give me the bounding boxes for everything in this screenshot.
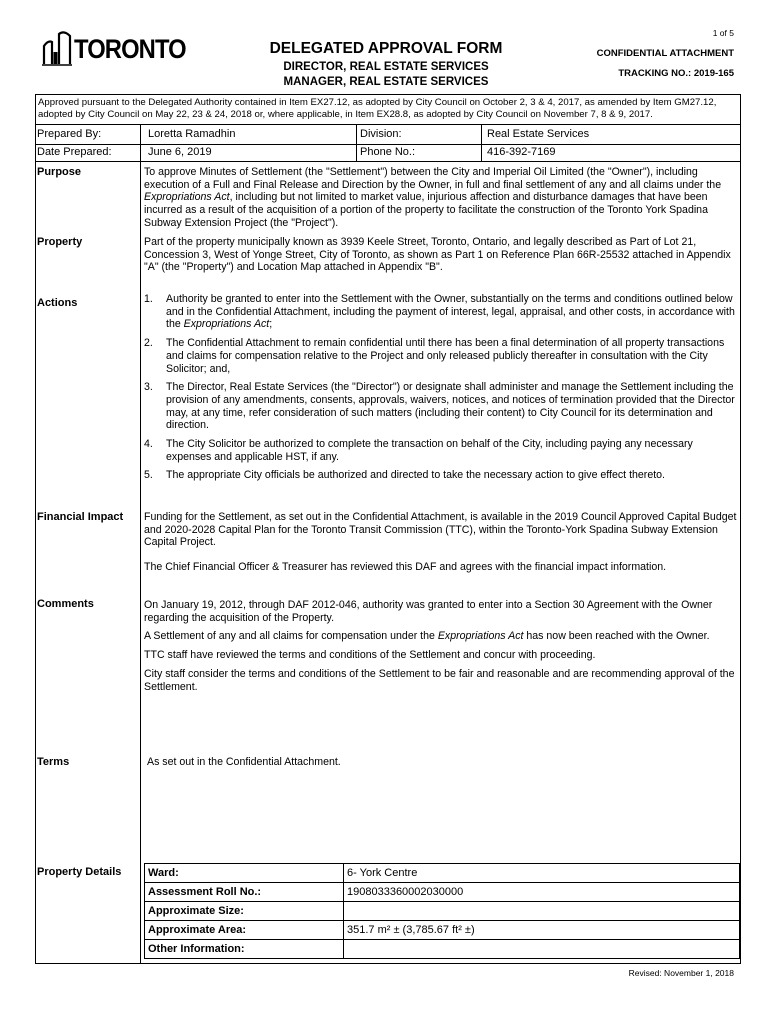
division-label: Division: <box>360 128 402 140</box>
comments-text-part: A Settlement of any and all claims for compensation under the <box>144 630 438 643</box>
action-number: 3. <box>144 381 153 394</box>
actions-label: Actions <box>37 297 78 309</box>
action-italic: Expropriations Act <box>183 318 270 331</box>
property-label: Property <box>37 236 83 248</box>
financial-paragraph: Funding for the Settlement, as set out in the Confidential Attachment, is available in the 2019 Council Approved Capital Budget and 2020-2028 Capital Plan for the Toronto Transit Commission (TTC), within the Toronto-York Spadina Subway Extension Capital Project. <box>144 511 737 549</box>
comments-italic: Expropriations Act <box>437 630 524 643</box>
action-number: 5. <box>144 469 153 482</box>
column-divider <box>481 124 482 161</box>
division-value: Real Estate Services <box>487 128 590 140</box>
table-row <box>145 883 740 902</box>
action-number: 1. <box>144 293 153 305</box>
comments-text <box>144 599 740 699</box>
actions-list <box>144 293 740 488</box>
action-item <box>144 381 740 432</box>
comments-paragraph: TTC staff have reviewed the terms and conditions of the Settlement and concur with proceeding. <box>144 649 596 662</box>
column-divider <box>356 124 357 161</box>
phone-label: Phone No.: <box>360 146 416 158</box>
comments-paragraph <box>144 630 740 643</box>
financial-paragraph: The Chief Financial Officer & Treasurer has reviewed this DAF and agrees with the financial impact information. <box>144 561 667 574</box>
table-key: Assessment Roll No.: <box>145 883 344 902</box>
property-details-label: Property Details <box>37 866 122 878</box>
comments-paragraph: City staff consider the terms and conditions of the Settlement to be fair and reasonable and are recommending approval of the Settlement. <box>144 667 735 693</box>
table-row <box>145 921 740 940</box>
table-row <box>145 902 740 921</box>
action-text: The City Solicitor be authorized to complete the transaction on behalf of the City, including paying any necessary expenses and applicable HST, if any. <box>166 438 693 463</box>
approved-authority-text: Approved pursuant to the Delegated Authority contained in Item EX27.12, as adopted by City Council on October 2, 3 & 4, 2017, as amended by Item GM27.12, adopted by City Council on May 22, 23 & 24, 2018 or, where applicable, in Item EX28.8, as adopted by City Council on November 7, 8 & 9, 2017. <box>38 97 717 120</box>
property-details-table <box>144 863 740 959</box>
purpose-text-part: , including but not limited to market value, injurious affection and disturbance damages that have been incurred as a result of the acquisition of a portion of the property to facilitate the construction of the Toronto York Spadina Subway Extension Project (the "Project"). <box>144 191 708 229</box>
table-key: Ward: <box>145 864 344 883</box>
logo-wordmark: TORONTO <box>74 34 186 64</box>
action-number: 4. <box>144 438 153 451</box>
date-label: Date Prepared: <box>37 146 112 158</box>
action-text: The appropriate City officials be authorized and directed to take the necessary action to give effect thereto. <box>166 469 665 482</box>
table-row <box>145 864 740 883</box>
form-subtitle <box>232 60 540 90</box>
prepared-by-label: Prepared By: <box>37 128 102 140</box>
subtitle-line-2: MANAGER, REAL ESTATE SERVICES <box>283 76 489 88</box>
comments-paragraph: On January 19, 2012, through DAF 2012-046, authority was granted to enter into a Section 30 Agreement with the Owner regarding the acquisition of the Property. <box>144 599 713 624</box>
table-value: 351.7 m² ± (3,785.67 ft² ±) <box>344 921 740 940</box>
purpose-italic: Expropriations Act <box>144 191 230 204</box>
column-divider <box>140 124 141 964</box>
purpose-text <box>144 166 740 230</box>
action-item <box>144 438 740 463</box>
table-value <box>344 940 740 959</box>
toronto-logo <box>42 28 186 70</box>
prepared-by-value: Loretta Ramadhin <box>148 128 236 140</box>
purpose-text-part: To approve Minutes of Settlement (the "Settlement") between the City and Imperial Oil Limited (the "Owner"), including execution of a Full and Final Release and Direction by the Owner, in full and final settlement of any and all claims under the <box>144 166 722 191</box>
action-text: The Confidential Attachment to remain confidential until there has been a final determination of all property transactions and claims for compensation relative to the Project and only released publicly thereafter in consultation with the City Solicitor; and, <box>166 337 725 375</box>
table-key: Approximate Size: <box>145 902 344 921</box>
table-value: 1908033360002030000 <box>344 883 740 902</box>
terms-label: Terms <box>37 756 70 768</box>
terms-text: As set out in the Confidential Attachment. <box>147 756 341 768</box>
table-key: Other Information: <box>145 940 344 959</box>
action-text: Authority be granted to enter into the Settlement with the Owner, substantially on the terms and conditions outlined below and in the Confidential Attachment, including the payment of interest, legal, appraisal, and other costs, in accordance with the <box>166 293 735 331</box>
phone-value: 416-392-7169 <box>487 146 556 158</box>
table-value <box>344 902 740 921</box>
financial-impact-label: Financial Impact <box>37 511 124 523</box>
action-text: ; <box>269 318 273 331</box>
table-row <box>145 940 740 959</box>
action-item <box>144 469 740 482</box>
financial-impact-text <box>144 511 740 580</box>
revised-date: Revised: November 1, 2018 <box>628 968 734 978</box>
city-hall-icon <box>42 30 72 66</box>
date-value: June 6, 2019 <box>148 146 212 158</box>
subtitle-line-1: DIRECTOR, REAL ESTATE SERVICES <box>283 61 489 73</box>
action-item <box>144 293 740 331</box>
table-key: Approximate Area: <box>145 921 344 940</box>
page-number: 1 of 5 <box>712 28 734 38</box>
confidential-label: CONFIDENTIAL ATTACHMENT <box>596 48 734 59</box>
tracking-number: TRACKING NO.: 2019-165 <box>618 68 734 79</box>
table-value: 6- York Centre <box>344 864 740 883</box>
action-text: The Director, Real Estate Services (the "Director") or designate shall administer and manage the Settlement including the provision of any amendments, consents, approvals, waivers, notices, and notices of termination provided that the Director may, at any time, refer consideration of such matters (including their content) to City Council for its determination and direction. <box>166 381 735 432</box>
form-title: DELEGATED APPROVAL FORM <box>269 40 503 57</box>
action-number: 2. <box>144 337 153 350</box>
comments-label: Comments <box>37 598 94 610</box>
property-text: Part of the property municipally known as 3939 Keele Street, Toronto, Ontario, and legally described as Part of Lot 21, Concession 3, West of Yonge Street, City of Toronto, as shown as Part 1 on Reference Plan 66R-25532 attached in Appendix "A" (the "Property") and Location Map attached in Appendix "B". <box>144 236 731 274</box>
comments-text-part: has now been reached with the Owner. <box>523 630 710 643</box>
purpose-label: Purpose <box>37 166 82 178</box>
action-item <box>144 337 740 375</box>
